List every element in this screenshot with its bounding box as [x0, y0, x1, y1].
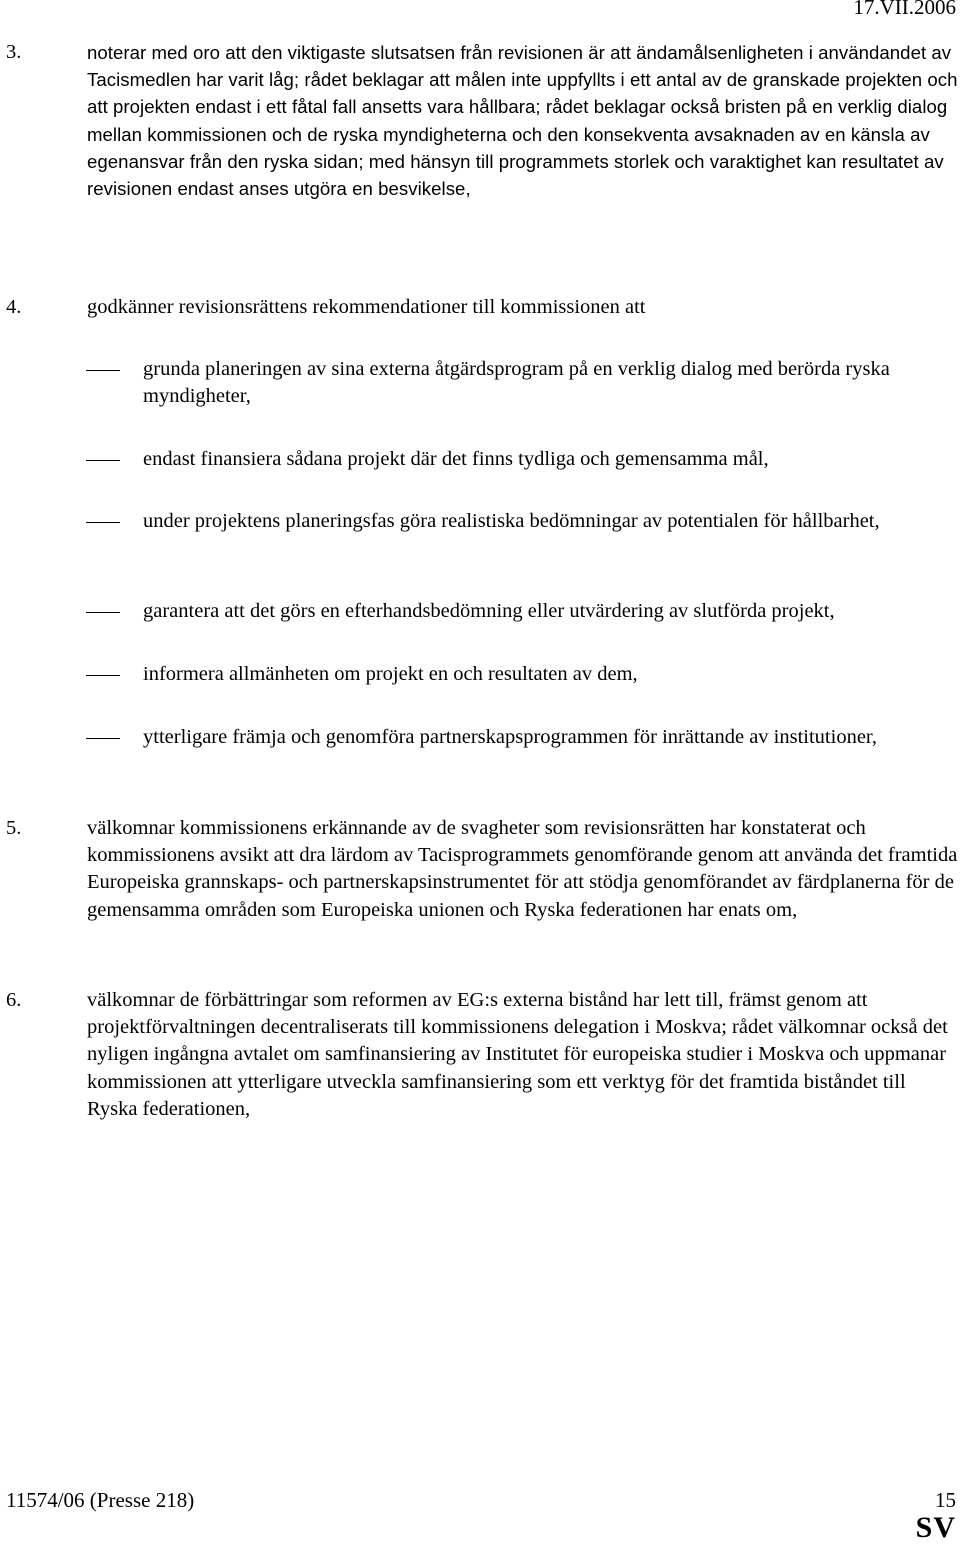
- item-number: 6.: [6, 989, 22, 1011]
- recommendation-text: garantera att det görs en efterhandsbedömning eller utvärdering av slutförda projekt,: [143, 600, 835, 622]
- dash-bullet: [86, 370, 120, 371]
- dash-bullet: [86, 612, 120, 613]
- item-number: 5.: [6, 817, 22, 839]
- item-number: 4.: [6, 296, 22, 318]
- page-number: 15: [935, 1488, 956, 1512]
- recommendation-text: under projektens planeringsfas göra realistiska bedömningar av potentialen för hållbarhet,: [143, 510, 880, 532]
- dash-bullet: [86, 522, 120, 523]
- dash-bullet: [86, 738, 120, 739]
- paragraph-text: godkänner revisionsrättens rekommendationer till kommissionen att: [87, 296, 646, 318]
- recommendation-text: endast finansiera sådana projekt där det finns tydliga och gemensamma mål,: [143, 448, 769, 470]
- paragraph-text: välkomnar kommissionens erkännande av de svagheter som revisionsrätten har konstaterat och kommissionens avsikt att dra lärdom av Tacisprogrammets genomförande genom att använda det framtida Europeiska grannskaps- och partnerskapsinstrumentet för att stödja genomförandet av färdplanerna för de gemensamma områden som Europeiska unionen och Ryska federationen har enats om,: [87, 817, 958, 921]
- language-code: SV: [915, 1511, 956, 1544]
- dash-bullet: [86, 460, 120, 461]
- recommendation-text: grunda planeringen av sina externa åtgärdsprogram på en verklig dialog med berörda ryska myndigheter,: [143, 358, 890, 408]
- recommendation-text: informera allmänheten om projekt en och resultaten av dem,: [143, 663, 638, 685]
- header-date: 17.VII.2006: [853, 0, 956, 19]
- paragraph-text: välkomnar de förbättringar som reformen av EG:s externa bistånd har lett till, främst genom att projektförvaltningen decentraliserats till kommissionens delegation i Moskva; rådet välkomnar också det nyligen ingångna avtalet om samfinansiering av Institutet för europeiska studier i Moskva och uppmanar kommissionen att ytterligare utveckla samfinansiering som ett verktyg för det framtida biståndet till Ryska federationen,: [87, 989, 948, 1120]
- paragraph-text: noterar med oro att den viktigaste slutsatsen från revisionen är att ändamålsenligheten i användandet av Tacismedlen har varit låg; rådet beklagar att målen inte uppfyllts i ett antal av de granskade projekten och att projekten endast i ett fåtal fall ansetts vara hållbara; rådet beklagar också bristen på en verklig dialog mellan kommissionen och de ryska myndigheterna och den konsekventa avsaknaden av en känsla av egenansvar från den ryska sidan; med hänsyn till programmets storlek och varaktighet kan resultatet av revisionen endast anses utgöra en besvikelse,: [87, 42, 958, 200]
- document-reference: 11574/06 (Presse 218): [6, 1488, 195, 1512]
- recommendation-text: ytterligare främja och genomföra partnerskapsprogrammen för inrättande av institutioner,: [143, 726, 878, 748]
- dash-bullet: [86, 675, 120, 676]
- item-number: 3.: [6, 41, 22, 63]
